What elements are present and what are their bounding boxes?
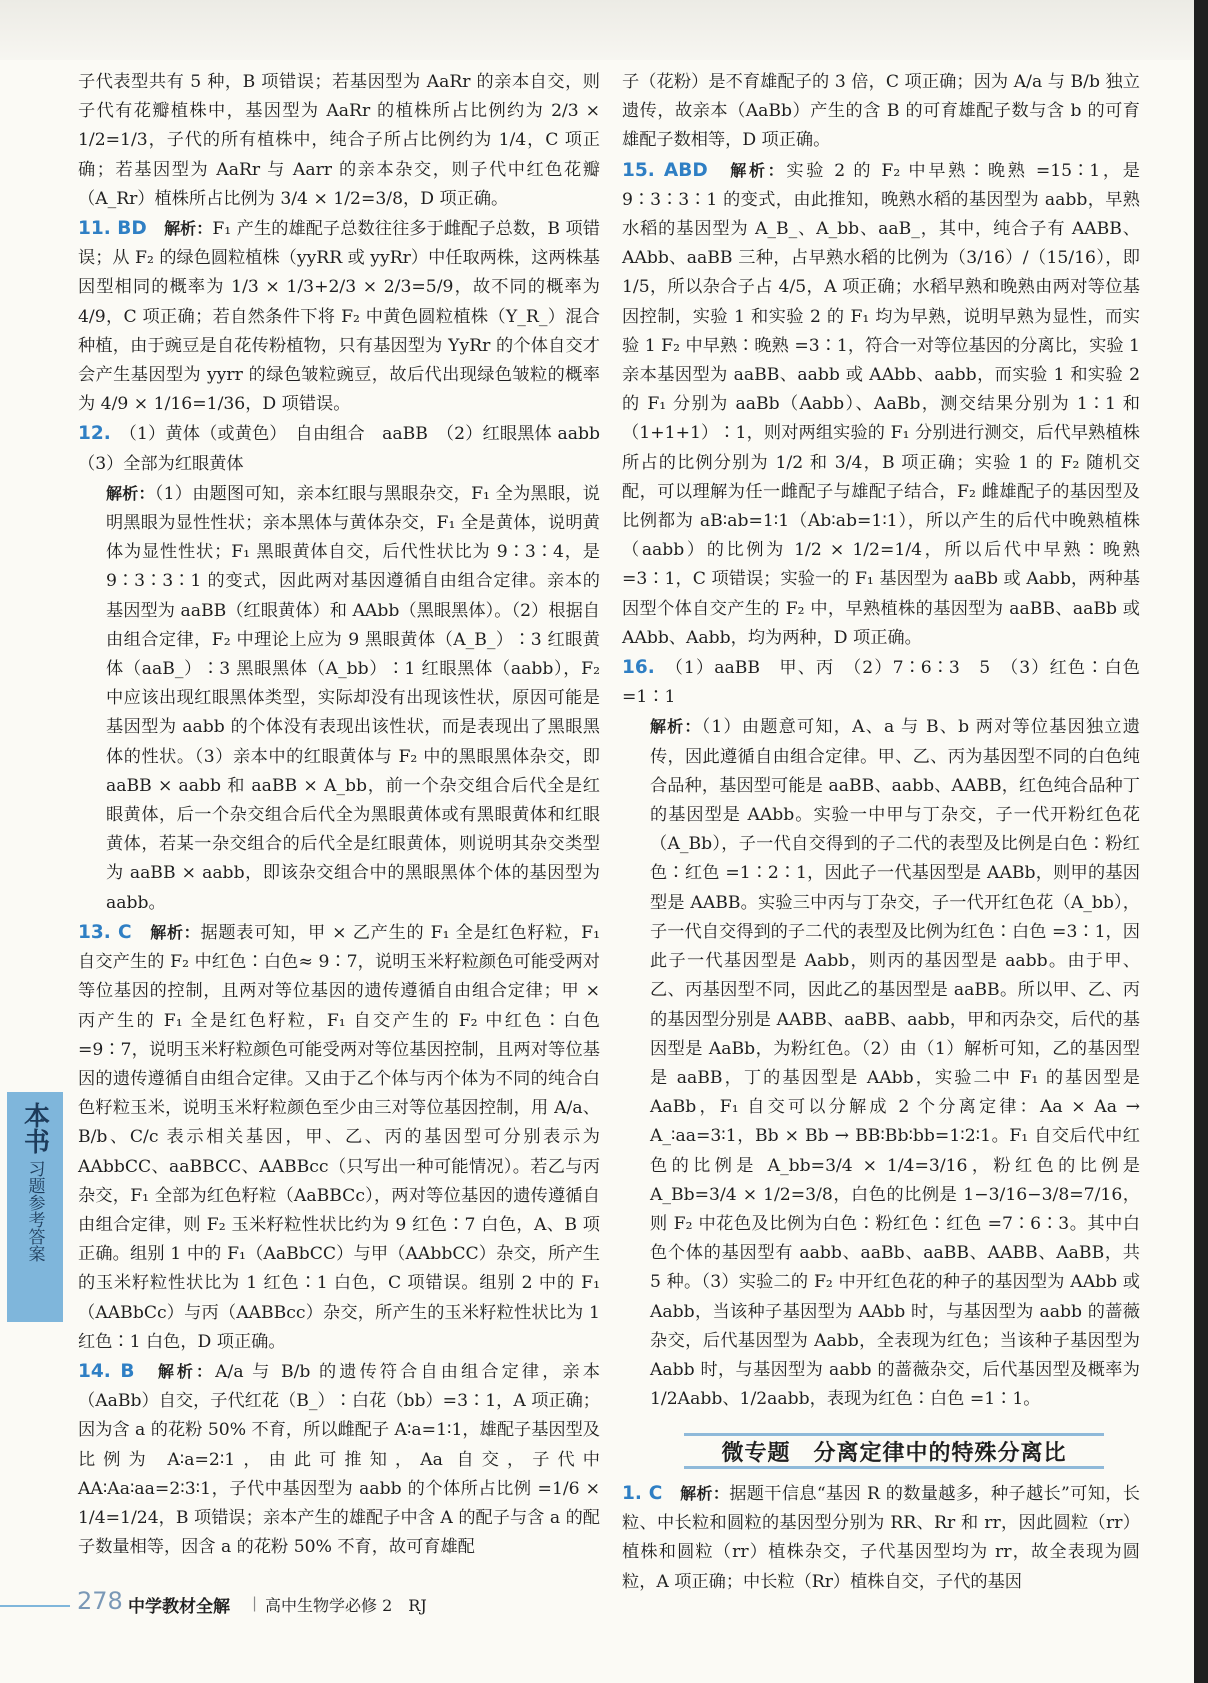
answer-text: A/a 与 B/b 的遗传符合自由组合定律，亲本（AaBb）自交，子代红花（B_）∶白花（bb）=3∶1，A 项正确；因为含 a 的花粉 50% 不育，所以雌配子 A∶a=1∶1，雄配子基因型及比例为 A∶a=2∶1，由此可推知，Aa 自交，子代中 AA∶Aa∶aa=2∶3∶1，子代中基因型为 aabb 的个体所占比例 =1/6 × 1/4=1/24，B 项错误；亲本产生的雄配子中含 A 的配子与含 a 的配子数量相等，因含 a 的花粉 50% 不育，故可育雄配: [78, 1361, 600, 1558]
footer-rule: [0, 1605, 70, 1607]
analysis-label: 解析：: [680, 1484, 730, 1503]
answer-number: 11. BD: [78, 218, 147, 240]
special-topic-answer-1: [622, 1479, 1140, 1597]
answer-text: 子（花粉）是不育雄配子的 3 倍，C 项正确；因为 A/a 与 B/b 独立遗传，故亲本（AaBb）产生的含 B 的可育雄配子数与含 b 的可育雄配子数相等，D 项正确。: [622, 72, 1140, 151]
answer-paragraph: [78, 1357, 600, 1562]
answer-paragraph: [78, 419, 618, 478]
answer-text: F₁ 产生的雄配子总数往往多于雌配子总数，B 项错误；从 F₂ 的绿色圆粒植株（yyRR 或 yyRr）中任取两株，这两株基因型相同的概率为 1/3 × 1/3+2/3 × 2/3=5/9，故不同的概率为 4/9，C 项正确；若自然条件下将 F₂ 中黄色圆粒植株（Y_R_）混合种植，由于豌豆是自花传粉植物，只有基因型为 YyRr 的个体自交才会产生基因型为 yyrr 的绿色皱粒豌豆，故后代出现绿色皱粒的概率为 4/9 × 1/16=1/36，D 项错误。: [78, 219, 600, 415]
footer-book-title: 高中生物学必修 2 RJ: [265, 1596, 427, 1615]
answer-paragraph: [622, 68, 1140, 156]
left-column: [78, 68, 618, 1562]
right-column: [622, 68, 1140, 1414]
answer-text: （1）由题图可知，亲本红眼与黑眼杂交，F₁ 全为黑眼，说明黑眼为显性性状；亲本黑体与黄体杂交，F₁ 全是黄体，说明黄体为显性性状；F₁ 黑眼黄体自交，后代性状比为 9∶3∶4，是 9∶3∶3∶1 的变式，因此两对基因遵循自由组合定律。亲本的基因型为 aaBB（红眼黄体）和 AAbb（黑眼黑体）。（2）根据自由组合定律，F₂ 中理论上应为 9 黑眼黄体（A_B_）∶3 红眼黄体（aaB_）∶3 黑眼黑体（A_bb）∶1 红眼黑体（aabb），F₂ 中应该出现红眼黑体类型，实际却没有出现该性状，原因可能是基因型为 aabb 的个体没有表现出该性状，而是表现出了黑眼黑体的性状。（3）亲本中的红眼黄体与 F₂ 中的黑眼黑体杂交，即 aaBB × aabb 和 aaBB × A_bb，前一个杂交组合后代全是红眼黄体，后一个杂交组合后代全为黑眼黄体或有黑眼黄体和红眼黄体，若某一杂交组合的后代全是红眼黄体，则说明其杂交类型为 aaBB × aabb，即该杂交组合中的黑眼黑体个体的基因型为 aabb。: [106, 483, 600, 913]
answer-text: （1）由题意可知，A、a 与 B、b 两对等位基因独立遗传，因此遵循自由组合定律。甲、乙、丙为基因型不同的白色纯合品种，基因型可能是 aaBB、aabb、AABB，红色纯合品种丁的基因型是 AAbb。实验一中甲与丁杂交，子一代开粉红色花（A_Bb），子一代自交得到的子二代的表型及比例是白色∶粉红色∶红色 =1∶2∶1，因此子一代基因型是 AABb，则甲的基因型是 AABB。实验三中丙与丁杂交，子一代开红色花（A_bb），子一代自交得到的子二代的表型及比例为红色∶白色 =3∶1，因此子一代基因型是 Aabb，则丙的基因型是 aabb。由于甲、乙、丙基因型不同，因此乙的基因型是 aaBB。所以甲、乙、丙的基因型分别是 AABB、aaBB、aabb，甲和丙杂交，后代的基因型是 AaBb，为粉红色。（2）由（1）解析可知，乙的基因型是 aaBB，丁的基因型是 AAbb，实验二中 F₁ 的基因型是 AaBb，F₁ 自交可以分解成 2 个分离定律：Aa × Aa → A_∶aa=3∶1，Bb × Bb → BB∶Bb∶bb=1∶2∶1。F₁ 自交后代中红色的比例是 A_bb=3/4 × 1/4=3/16，粉红色的比例是 A_Bb=3/4 × 1/2=3/8，白色的比例是 1−3/16−3/8=7/16，则 F₂ 中花色及比例为白色∶粉红色∶红色 =7∶6∶3。其中白色个体的基因型有 aabb、aaBb、aaBB、AABB、AaBB，共 5 种。（3）实验二的 F₂ 中开红色花的种子的基因型为 AAbb 或 Aabb，当该种子基因型为 AAbb 时，与基因型为 aabb 的蔷薇杂交，后代基因型为 Aabb，全表现为红色；当该种子基因型为 Aabb 时，与基因型为 aabb 的蔷薇杂交，后代基因型及概率为 1/2Aabb、1/2aabb，表现为红色∶白色 =1∶1。: [650, 717, 1140, 1410]
answer-paragraph: [78, 214, 600, 419]
answer-number: 15. ABD: [622, 159, 708, 181]
answer-text: 据题表可知，甲 × 乙产生的 F₁ 全是红色籽粒，F₁ 自交产生的 F₂ 中红色∶白色≈ 9∶7，说明玉米籽粒颜色可能受两对等位基因的控制，且两对等位基因的遗传遵循自由组合定律；甲 × 丙产生的 F₁ 全是红色籽粒，F₁ 自交产生的 F₂ 中红色∶白色 =9∶7，说明玉米籽粒颜色可能受两对等位基因控制，且两对等位基因的遗传遵循自由组合定律。又由于乙个体与丙个体为不同的纯合白色籽粒玉米，说明玉米籽粒颜色至少由三对等位基因控制，用 A/a、B/b、C/c 表示相关基因，甲、乙、丙的基因型可分别表示为 AAbbCC、aaBBCC、AABBcc（只写出一种可能情况）。若乙与丙杂交，F₁ 全部为红色籽粒（AaBBCc），两对等位基因的遗传遵循自由组合定律，则 F₂ 玉米籽粒性状比约为 9 红色∶7 白色，A、B 项正确。组别 1 中的 F₁（AaBbCC）与甲（AAbbCC）杂交，所产生的玉米籽粒性状比为 1 红色∶1 白色，C 项错误。组别 2 中的 F₁（AABbCc）与丙（AABBcc）杂交，所产生的玉米籽粒性状比为 1 红色∶1 白色，D 项正确。: [78, 922, 600, 1352]
answer-paragraph: [622, 712, 1140, 1414]
footer-separator: |: [252, 1594, 258, 1612]
answer-text: 子代表型共有 5 种，B 项错误；若基因型为 AaRr 的亲本自交，则子代有花瓣植株中，基因型为 AaRr 的植株所占比例约为 2/3 × 1/2=1/3，子代的所有植株中，纯合子所占比例约为 1/4，C 项正确；若基因型为 AaRr 与 Aarr 的亲本杂交，则子代中红色花瓣（A_Rr）植株所占比例为 3/4 × 1/2=3/8，D 项正确。: [78, 72, 600, 209]
page-number: 278: [77, 1587, 123, 1615]
answer-number: 12.: [78, 423, 111, 445]
analysis-label: 解析：: [157, 1361, 216, 1381]
side-tab-subtitle: 习题参考答案: [24, 1160, 45, 1262]
footer-brand: 中学教材全解: [128, 1597, 230, 1617]
side-tab-title: 本书: [19, 1102, 50, 1154]
analysis-label: 解析：: [730, 160, 787, 180]
analysis-label: 解析：: [650, 717, 702, 737]
answer-paragraph: [622, 653, 1140, 712]
page-top-shadow: [0, 0, 1208, 60]
side-tab: [7, 1092, 63, 1322]
answer-text: （1）aaBB 甲、丙 （2）7∶6∶3 5 （3）红色∶白色 =1∶1: [622, 658, 1140, 708]
answer-number: 1. C: [622, 1483, 663, 1504]
page-edge: [1194, 0, 1208, 1683]
answer-number: 13. C: [78, 921, 132, 943]
answer-text: 实验 2 的 F₂ 中早熟∶晚熟 =15∶1，是 9∶3∶3∶1 的变式，由此推知，晚熟水稻的基因型为 aabb，早熟水稻的基因型为 A_B_、A_bb、aaB_，其中，纯合子有 AABB、AAbb、aaBB 三种，占早熟水稻的比例为（3/16）/（15/16），即 1/5，所以杂合子占 4/5，A 项正确；水稻早熟和晚熟由两对等位基因控制，实验 1 和实验 2 的 F₁ 均为早熟，说明早熟为显性，而实验 1 F₂ 中早熟∶晚熟 =3∶1，符合一对等位基因的分离比，实验 1 亲本基因型为 aaBB、aabb 或 AAbb、aabb，而实验 1 和实验 2 的 F₁ 分别为 aaBb（Aabb）、AaBb，测交结果分别为 1∶1 和（1+1+1）∶1，则对两组实验的 F₁ 分别进行测交，后代早熟植株所占的比例分别为 1/2 和 3/4，B 项正确；实验 1 的 F₂ 随机交配，可以理解为任一雌配子与雄配子结合，F₂ 雌雄配子的基因型及比例都为 aB∶ab=1∶1（Ab∶ab=1∶1），所以产生的后代中晚熟植株（aabb）的比例为 1/2 × 1/2=1/4，所以后代中早熟∶晚熟 =3∶1，C 项错误；实验一的 F₁ 基因型为 aaBb 或 Aabb，两种基因型个体自交产生的 F₂ 中，早熟植株的基因型为 aaBB、aaBb 或 AAbb、Aabb，均为两种，D 项正确。: [622, 160, 1140, 648]
analysis-label: 解析：: [164, 219, 213, 239]
answer-paragraph: [78, 68, 600, 214]
answer-text: （1）黄体（或黄色） 自由组合 aaBB （2）红眼黑体 aabb （3）全部为红眼黄体: [78, 424, 618, 474]
answer-paragraph: [78, 918, 600, 1357]
answer-paragraph: [622, 156, 1140, 653]
answer-number: 16.: [622, 657, 655, 679]
answer-text: 据题干信息“基因 R 的数量越多，种子越长”可知，长粒、中长粒和圆粒的基因型分别为 RR、Rr 和 rr，因此圆粒（rr）植株和圆粒（rr）植株杂交，子代基因型均为 rr，故全表现为圆粒，A 项正确；中长粒（Rr）植株自交，子代的基因: [622, 1484, 1140, 1592]
page-footer: [0, 1585, 1208, 1625]
analysis-label: 解析：: [150, 922, 201, 942]
answer-paragraph: [78, 479, 600, 918]
answer-number: 14. B: [78, 1360, 135, 1382]
analysis-label: 解析：: [106, 483, 155, 503]
special-topic-heading: 微专题 分离定律中的特殊分离比: [684, 1433, 1104, 1469]
